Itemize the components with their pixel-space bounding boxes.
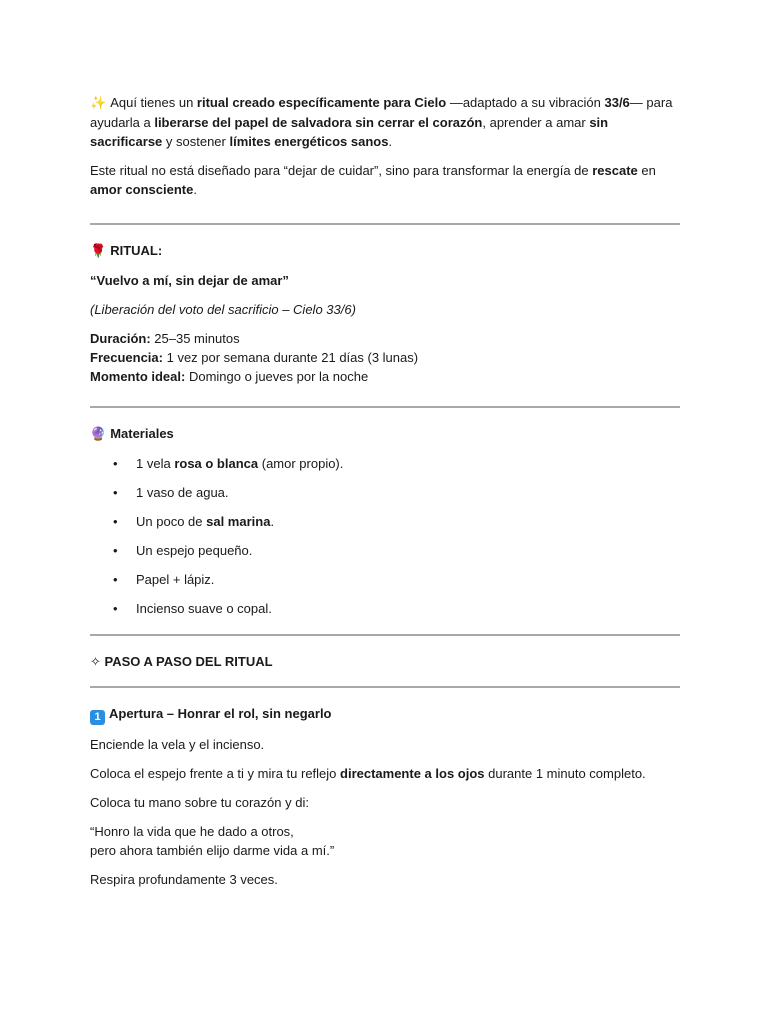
divider <box>90 223 680 225</box>
crystal-ball-icon: 🔮 <box>90 427 107 442</box>
item-text: . <box>270 514 275 529</box>
quote-line: pero ahora también elijo darme vida a mí.” <box>90 843 335 858</box>
intro-bold: sin sacrificarse <box>90 115 609 149</box>
item-text: 1 vela <box>136 456 175 471</box>
ritual-subtitle <box>90 300 680 319</box>
steps-heading-text: PASO A PASO DEL RITUAL <box>104 654 273 669</box>
step1-bold: directamente a los ojos <box>340 766 485 781</box>
purpose-bold: rescate <box>592 163 638 178</box>
document-page <box>90 93 680 899</box>
intro-text: —adaptado a su vibración <box>446 95 605 110</box>
purpose-text: . <box>193 182 197 197</box>
item-bold: sal marina <box>206 514 271 529</box>
steps-heading <box>90 652 680 672</box>
intro-text: , aprender a amar <box>482 115 590 130</box>
moment-label: Momento ideal: <box>90 369 186 384</box>
duration-label: Duración: <box>90 331 151 346</box>
item-text: Incienso suave o copal. <box>136 601 272 616</box>
purpose-text: Este ritual no está diseñado para “dejar de cuidar”, sino para transformar la energía de <box>90 163 593 178</box>
item-bold: rosa o blanca <box>174 456 259 471</box>
item-text: Un poco de <box>136 514 207 529</box>
intro-text: . <box>388 134 393 149</box>
intro-text: — para ayudarla a <box>90 95 673 130</box>
four-point-star-icon: ✧ <box>90 655 101 670</box>
moment-value: Domingo o jueves por la noche <box>185 369 369 384</box>
item-text: (amor propio). <box>258 456 344 471</box>
step1-line: Respira profundamente 3 veces. <box>90 872 278 887</box>
list-item <box>90 570 680 599</box>
step1-heading <box>90 704 680 725</box>
step1-text: Coloca el espejo frente a ti y mira tu reflejo <box>90 766 341 781</box>
rose-icon: 🌹 <box>90 244 107 259</box>
intro-paragraph <box>90 93 680 151</box>
frequency-value: 1 vez por semana durante 21 días (3 lunas) <box>162 350 419 365</box>
purpose-text: en <box>637 163 656 178</box>
divider <box>90 634 680 636</box>
divider <box>90 686 680 688</box>
purpose-paragraph <box>90 161 680 199</box>
step1-text: durante 1 minuto completo. <box>484 766 646 781</box>
list-item <box>90 483 680 512</box>
list-item <box>90 541 680 570</box>
ritual-details <box>90 329 680 386</box>
ritual-heading <box>90 241 680 261</box>
ritual-name-text: “Vuelvo a mí, sin dejar de amar” <box>90 273 289 288</box>
intro-bold: 33/6 <box>604 95 630 110</box>
duration-value: 25–35 minutos <box>150 331 240 346</box>
list-item <box>90 512 680 541</box>
quote-line: “Honro la vida que he dado a otros, <box>90 824 294 839</box>
step1-line: Coloca tu mano sobre tu corazón y di: <box>90 795 309 810</box>
ritual-name <box>90 271 680 290</box>
materials-list <box>90 454 680 628</box>
materials-heading-text: Materiales <box>110 426 174 441</box>
ritual-subtitle-text: (Liberación del voto del sacrificio – Cielo 33/6) <box>90 302 356 317</box>
intro-text: Aquí tienes un <box>110 95 197 110</box>
materials-heading <box>90 424 680 444</box>
purpose-bold: amor consciente <box>90 182 194 197</box>
intro-text: y sostener <box>162 134 230 149</box>
sparkles-icon: ✨ <box>90 96 107 111</box>
intro-bold: ritual creado específicamente para Cielo <box>196 95 447 110</box>
frequency-label: Frecuencia: <box>90 350 163 365</box>
step1-line <box>90 764 680 783</box>
ritual-heading-text: RITUAL: <box>110 243 163 258</box>
intro-bold: liberarse del papel de salvadora sin cerrar el corazón <box>154 115 483 130</box>
step1-quote <box>90 822 680 860</box>
step1-line: Enciende la vela y el incienso. <box>90 737 265 752</box>
item-text: Papel + lápiz. <box>136 572 215 587</box>
item-text: Un espejo pequeño. <box>136 543 253 558</box>
keycap-one-icon: 1 <box>90 710 105 725</box>
step1-heading-text: Apertura – Honrar el rol, sin negarlo <box>109 706 332 721</box>
item-text: 1 vaso de agua. <box>136 485 229 500</box>
list-item <box>90 454 680 483</box>
list-item <box>90 599 680 628</box>
divider <box>90 406 680 408</box>
intro-bold: límites energéticos sanos <box>229 134 389 149</box>
